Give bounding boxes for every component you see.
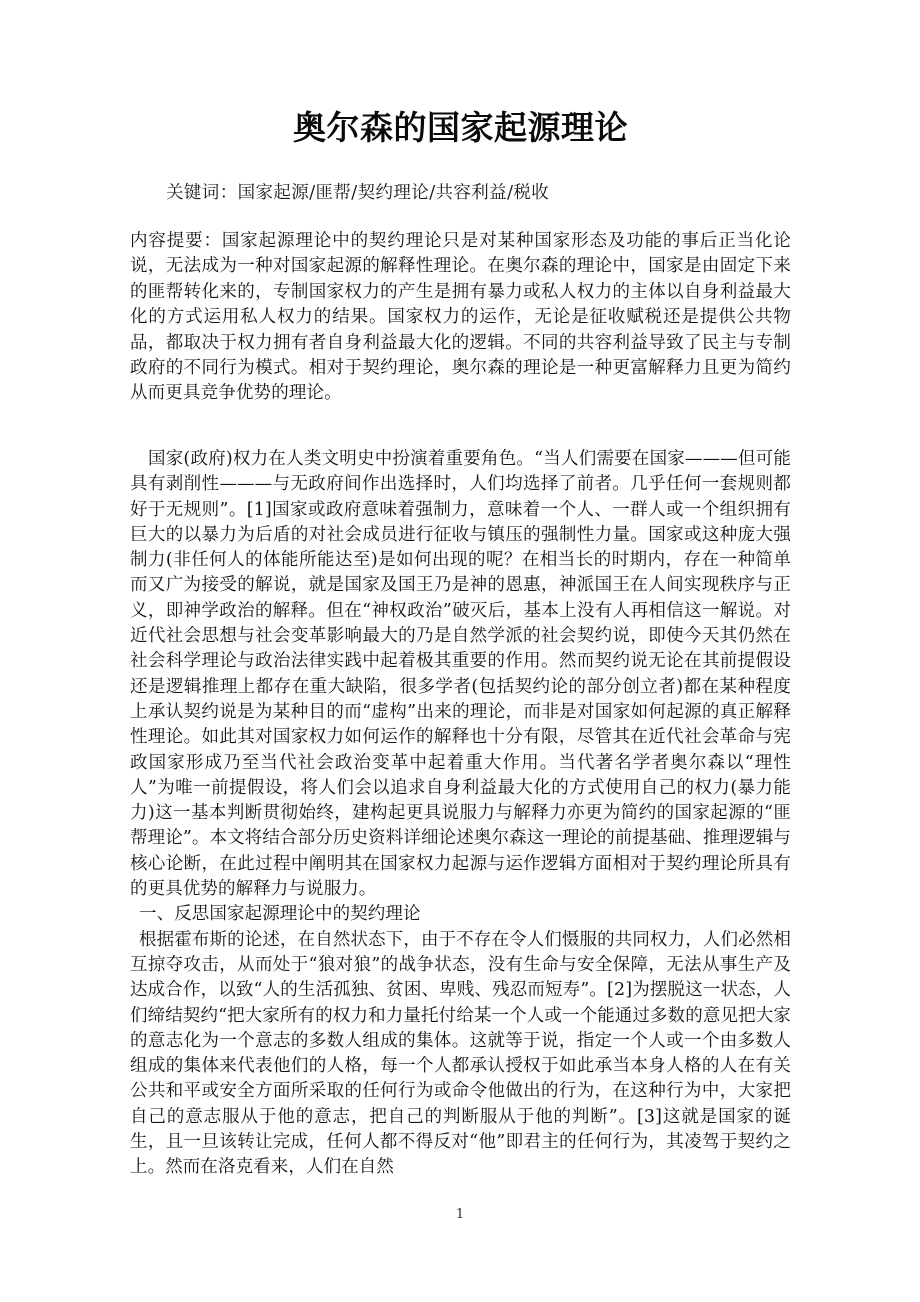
keywords-line: 关键词：国家起源/匪帮/契约理论/共容利益/税收 <box>166 183 550 203</box>
abstract-paragraph: 内容提要：国家起源理论中的契约理论只是对某种国家形态及功能的事后正当化论说，无法成为一种对国家起源的解释性理论。在奥尔森的理论中，国家是由固定下来的匪帮转化来的，专制国家权力的产生是拥有暴力或私人权力的主体以自身利益最大化的方式运用私人权力的结果。国家权力的运作，无论是征收赋税还是提供公共物品，都取决于权力拥有者自身利益最大化的逻辑。不同的共容利益导致了民主与专制政府的不同行为模式。相对于契约理论，奥尔森的理论是一种更富解释力且更为简约从而更具竞争优势的理论。 <box>130 231 791 404</box>
body-paragraph: 国家(政府)权力在人类文明史中扮演着重要角色。“当人们需要在国家———但可能具有剥削性———与无政府间作出选择时，人们均选择了前者。几乎任何一套规则都好于无规则”。[1]国家或政府意味着强制力，意味着一个人、一群人或一个组织拥有巨大的以暴力为后盾的对社会成员进行征收与镇压的强制性力量。国家或这种庞大强制力(非任何人的体能所能达至)是如何出现的呢？在相当长的时期内，存在一种简单而又广为接受的解说，就是国家及国王乃是神的恩惠，神派国王在人间实现秩序与正义，即神学政治的解释。但在“神权政治”破灭后，基本上没有人再相信这一解说。对近代社会思想与社会变革影响最大的乃是自然学派的社会契约说，即使今天其仍然在社会科学理论与政治法律实践中起着极其重要的作用。然而契约说无论在其前提假设还是逻辑推理上都存在重大缺陷，很多学者(包括契约论的部分创立者)都在某种程度上承认契约说是为某种目的而“虚构”出来的理论，而非是对国家如何起源的真正解释性理论。如此其对国家权力如何运作的解释也十分有限，尽管其在近代社会革命与宪政国家形成乃至当代社会政治变革中起着重大作用。当代著名学者奥尔森以“理性人”为唯一前提假设，将人们会以追求自身利益最大化的方式使用自己的权力(暴力能力)这一基本判断贯彻始终，建构起更具说服力与解释力亦更为简约的国家起源的“匪帮理论”。本文将结合部分历史资料详细论述奥尔森这一理论的前提基础、推理逻辑与核心论断，在此过程中阐明其在国家权力起源与运作逻辑方面相对于契约理论所具有的更具优势的解释力与说服力。 <box>130 449 791 900</box>
section-heading-1: 一、反思国家起源理论中的契约理论 <box>139 904 421 925</box>
body-paragraph: 根据霍布斯的论述，在自然状态下，由于不存在令人们慑服的共同权力，人们必然相互掠夺攻击，从而处于“狼对狼”的战争状态，没有生命与安全保障，无法从事生产及达成合作，以致“人的生活孤独、贫困、卑贱、残忍而短寿”。[2]为摆脱这一状态，人们缔结契约“把大家所有的权力和力量托付给某一个人或一个能通过多数的意见把大家的意志化为一个意志的多数人组成的集体。这就等于说，指定一个人或一个由多数人组成的集体来代表他们的人格，每一个人都承认授权于如此承当本身人格的人在有关公共和平或安全方面所采取的任何行为或命令他做出的行为，在这种行为中，大家把自己的意志服从于他的意志，把自己的判断服从于他的判断”。[3]这就是国家的诞生，且一旦该转让完成，任何人都不得反对“他”即君主的任何行为，其凌驾于契约之上。然而在洛克看来，人们在自然 <box>130 929 791 1178</box>
body-text <box>130 447 791 1181</box>
page-number: 1 <box>455 1207 465 1222</box>
page-title: 奥尔森的国家起源理论 <box>293 108 628 147</box>
